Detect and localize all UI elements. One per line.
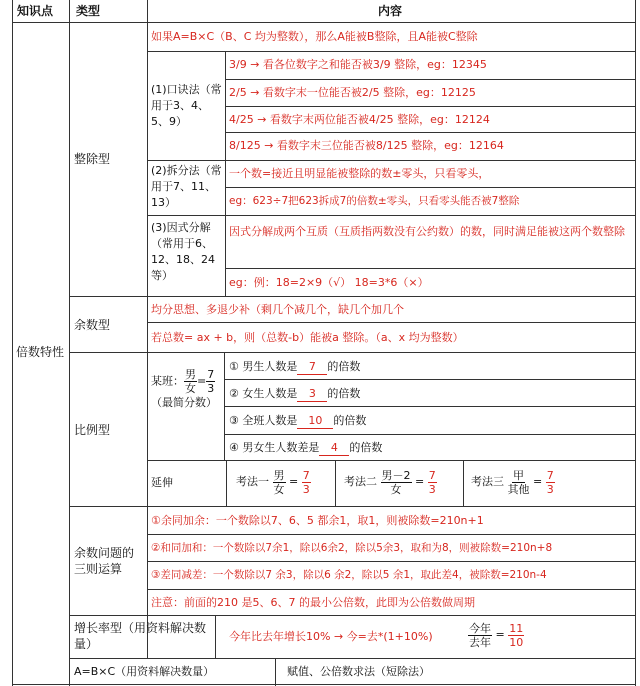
factor-line: 因式分解成两个互质（互质指两数没有公约数）的数，同时满足能被这两个数整除 bbox=[229, 225, 625, 238]
mnemonic-line: 4/25 → 看数字末两位能否被4/25 整除，eg：12124 bbox=[229, 113, 490, 126]
topic-label: 倍数特性 bbox=[16, 345, 65, 359]
remainder-line: 均分思想、多退少补（剩几个减几个，缺几个加几个 bbox=[151, 303, 404, 316]
method-one: 考法一 $\frac{\text{男}}{\text{女}}$ = $\frac{7}{3}$ bbox=[236, 468, 310, 496]
header-type: 类型 bbox=[76, 4, 101, 18]
type-divisible: 整除型 bbox=[74, 152, 111, 166]
ratio-item: ② 女生人数是 3 的倍数 bbox=[229, 387, 361, 400]
type-remainder: 余数型 bbox=[74, 318, 111, 332]
ratio-val-num: 7 bbox=[207, 368, 215, 381]
type-three-rules: 余数问题的三则运算 bbox=[74, 546, 135, 576]
mnemonic-line: 2/5 → 看数字末一位能否被2/5 整除，eg：12125 bbox=[229, 86, 476, 99]
remainder-line: 若总数= ax + b，则（总数-b）能被a 整除。（a、x 均为整数） bbox=[151, 331, 464, 344]
ratio-item: ① 男生人数是 7 的倍数 bbox=[229, 360, 361, 373]
ratio-class bbox=[151, 368, 223, 411]
rule-line: ①余同加余：一个数除以7、6、5 都余1，取1，则被除数=210n+1 bbox=[151, 514, 484, 527]
split-line: eg：623÷7把623拆成7的倍数±零头，只看零头能否被7整除 bbox=[229, 195, 520, 207]
type-growth: 增长率型（用资料解决数量） bbox=[74, 621, 207, 651]
ratio-item: ④ 男女生人数差是 4 的倍数 bbox=[229, 441, 383, 454]
ratio-class-prefix: 某班： bbox=[151, 374, 184, 388]
rule-line: ③差同减差：一个数除以7 余3，除以6 余2，除以5 余1，取此差4，被除数=210n-4 bbox=[151, 569, 547, 581]
growth-fraction: $\frac{\text{今年}}{\text{去年}}$ = $\frac{11}{10}$ bbox=[469, 621, 524, 649]
bottom-right: 赋值、公倍数求法（短除法） bbox=[287, 665, 430, 678]
header-knowledge-point: 知识点 bbox=[17, 4, 54, 18]
factor-label: (3)因式分解（常用于6、12、18、24等） bbox=[151, 221, 215, 282]
bottom-left: A=B×C（用资料解决数量） bbox=[74, 665, 215, 678]
mnemonic-label: (1)口诀法（常用于3、4、5、9） bbox=[151, 83, 222, 128]
extend-label: 延伸 bbox=[151, 476, 173, 489]
rule-line: 注意：前面的210 是5、6、7 的最小公倍数，此即为公倍数做周期 bbox=[151, 596, 475, 609]
method-three: 考法三 $\frac{\text{甲}}{\text{其他}}$ = $\frac{7}{3}$ bbox=[471, 468, 554, 496]
rule-line: ②和同加和：一个数除以7余1，除以6余2，除以5余3，取和为8，则被除数=210n+8 bbox=[151, 542, 553, 554]
divisible-intro: 如果A=B×C（B、C 均为整数），那么A能被B整除，且A能被C整除 bbox=[151, 30, 478, 43]
ratio-eq: = bbox=[197, 374, 207, 388]
split-line: 一个数=接近且明显能被整除的数±零头，只看零头， bbox=[229, 167, 490, 180]
ratio-simplest: （最简分数） bbox=[151, 396, 217, 409]
growth-text: 今年比去年增长10% → 今=去*(1+10%) bbox=[229, 630, 433, 643]
mnemonic-line: 3/9 → 看各位数字之和能否被3/9 整除，eg：12345 bbox=[229, 58, 487, 71]
split-label: (2)拆分法（常用于7、11、13） bbox=[151, 164, 222, 209]
method-two: 考法二 $\frac{\text{男－2}}{\text{女}}$ = $\frac{7}{3}$ bbox=[344, 468, 436, 496]
header-content: 内容 bbox=[378, 4, 403, 18]
ratio-frac-den: 女 bbox=[185, 382, 196, 395]
mnemonic-line: 8/125 → 看数字末三位能否被8/125 整除，eg：12164 bbox=[229, 139, 504, 152]
ratio-item: ③ 全班人数是 10 的倍数 bbox=[229, 414, 367, 427]
factor-line: eg：例：18=2×9（√） 18=3*6（×） bbox=[229, 276, 429, 289]
type-ratio: 比例型 bbox=[74, 423, 111, 437]
ratio-val-den: 3 bbox=[207, 382, 215, 395]
ratio-frac-num: 男 bbox=[185, 368, 196, 381]
